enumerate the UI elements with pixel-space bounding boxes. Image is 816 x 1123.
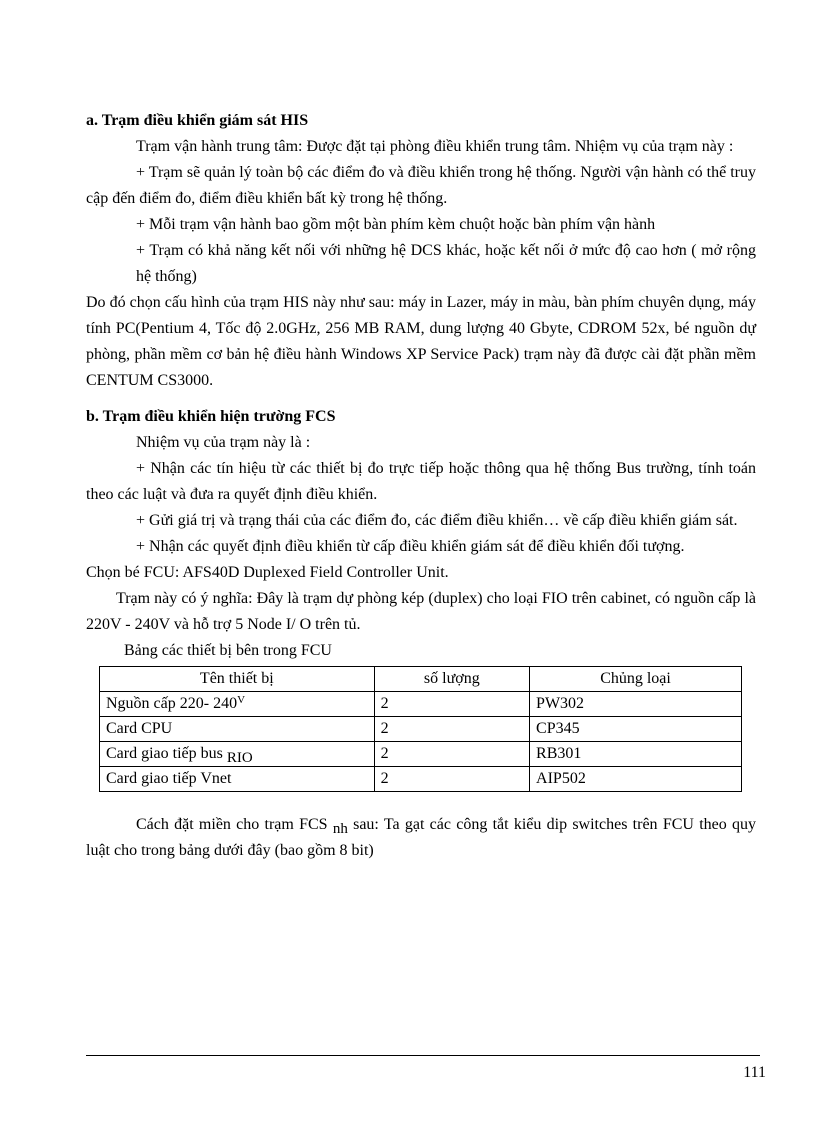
- section-b-closing: Cách đặt miền cho trạm FCS $_{nh}$ sau: Ta gạt các công tắt kiểu dip switches trên FCU theo quy luật cho trong bảng dưới đây (bao gồm 8 bit): [86, 816, 756, 859]
- table-cell-qty: 2: [374, 692, 529, 717]
- table-cell-type: PW302: [530, 692, 742, 717]
- table-header-name: Tên thiết bị: [100, 667, 375, 692]
- table-row: [100, 692, 742, 717]
- section-b-intro: Nhiệm vụ của trạm này là :: [136, 434, 311, 451]
- section-a-bullet-3: + Trạm có khả năng kết nối với những hệ DCS khác, hoặc kết nối ở mức độ cao hơn ( mở rộng hệ thống): [136, 242, 756, 285]
- section-b-meaning: Trạm này có ý nghĩa: Đây là trạm dự phòng kép (duplex) cho loại FIO trên cabinet, có nguồn cấp là 220V - 240V và hỗ trợ 5 Node I/ O trên tủ.: [86, 590, 756, 633]
- section-b-choice: Chọn bé FCU: AFS40D Duplexed Field Controller Unit.: [86, 564, 449, 581]
- table-cell-name: Card giao tiếp bus $_{RIO}$: [100, 742, 375, 767]
- section-a-title: a. Trạm điều khiển giám sát HIS: [86, 112, 309, 129]
- table-cell-qty: 2: [374, 767, 529, 792]
- table-cell-qty: 2: [374, 742, 529, 767]
- table-cell-type: AIP502: [530, 767, 742, 792]
- table-cell-name: Card CPU: [100, 717, 375, 742]
- table-row: [100, 767, 742, 792]
- table-caption: Bảng các thiết bị bên trong FCU: [124, 642, 332, 659]
- fcu-equipment-table: [99, 666, 742, 792]
- footer-divider: [86, 1055, 760, 1056]
- section-b-bullet-1: + Nhận các tín hiệu từ các thiết bị đo trực tiếp hoặc thông qua hệ thống Bus trường, tính toán theo các luật và đưa ra quyết định điều khiển.: [86, 460, 756, 503]
- table-row: [100, 717, 742, 742]
- table-header-type: Chủng loại: [530, 667, 742, 692]
- section-a-intro: Trạm vận hành trung tâm: Được đặt tại phòng điều khiển trung tâm. Nhiệm vụ của trạm này :: [136, 138, 734, 155]
- section-b-title: b. Trạm điều khiển hiện trường FCS: [86, 408, 336, 425]
- table-cell-qty: 2: [374, 717, 529, 742]
- table-cell-name: Card giao tiếp Vnet: [100, 767, 375, 792]
- page-number: 111: [743, 1064, 766, 1081]
- table-cell-name: Nguồn cấp 220- $240^V$: [100, 692, 375, 717]
- section-a-bullet-2: + Mỗi trạm vận hành bao gồm một bàn phím kèm chuột hoặc bàn phím vận hành: [136, 216, 656, 233]
- table-cell-type: CP345: [530, 717, 742, 742]
- section-a-config: Do đó chọn cấu hình của trạm HIS này như sau: máy in Lazer, máy in màu, bàn phím chuyên dụng, máy tính PC(Pentium 4, Tốc độ 2.0GHz, 256 MB RAM, dung lượng 40 Gbyte, CDROM 52x, bé nguồn dự phòng, phần mềm cơ bản hệ điều hành Windows XP Service Pack) trạm này đã được cài đặt phần mềm CENTUM CS3000.: [86, 294, 756, 389]
- table-header-qty: số lượng: [374, 667, 529, 692]
- table-header-row: [100, 667, 742, 692]
- table-cell-type: RB301: [530, 742, 742, 767]
- section-b-bullet-2: + Gửi giá trị và trạng thái của các điểm đo, các điểm điều khiển… về cấp điều khiển giám sát.: [136, 512, 738, 529]
- table-row: [100, 742, 742, 767]
- section-b-bullet-3: + Nhận các quyết định điều khiển từ cấp điều khiển giám sát để điều khiển đối tượng.: [136, 538, 685, 555]
- section-a-bullet-1: + Trạm sẽ quản lý toàn bộ các điểm đo và điều khiển trong hệ thống. Người vận hành có thể truy cập đến điểm đo, điểm điều khiển bất kỳ trong hệ thống.: [86, 164, 756, 207]
- page-content: [86, 108, 756, 864]
